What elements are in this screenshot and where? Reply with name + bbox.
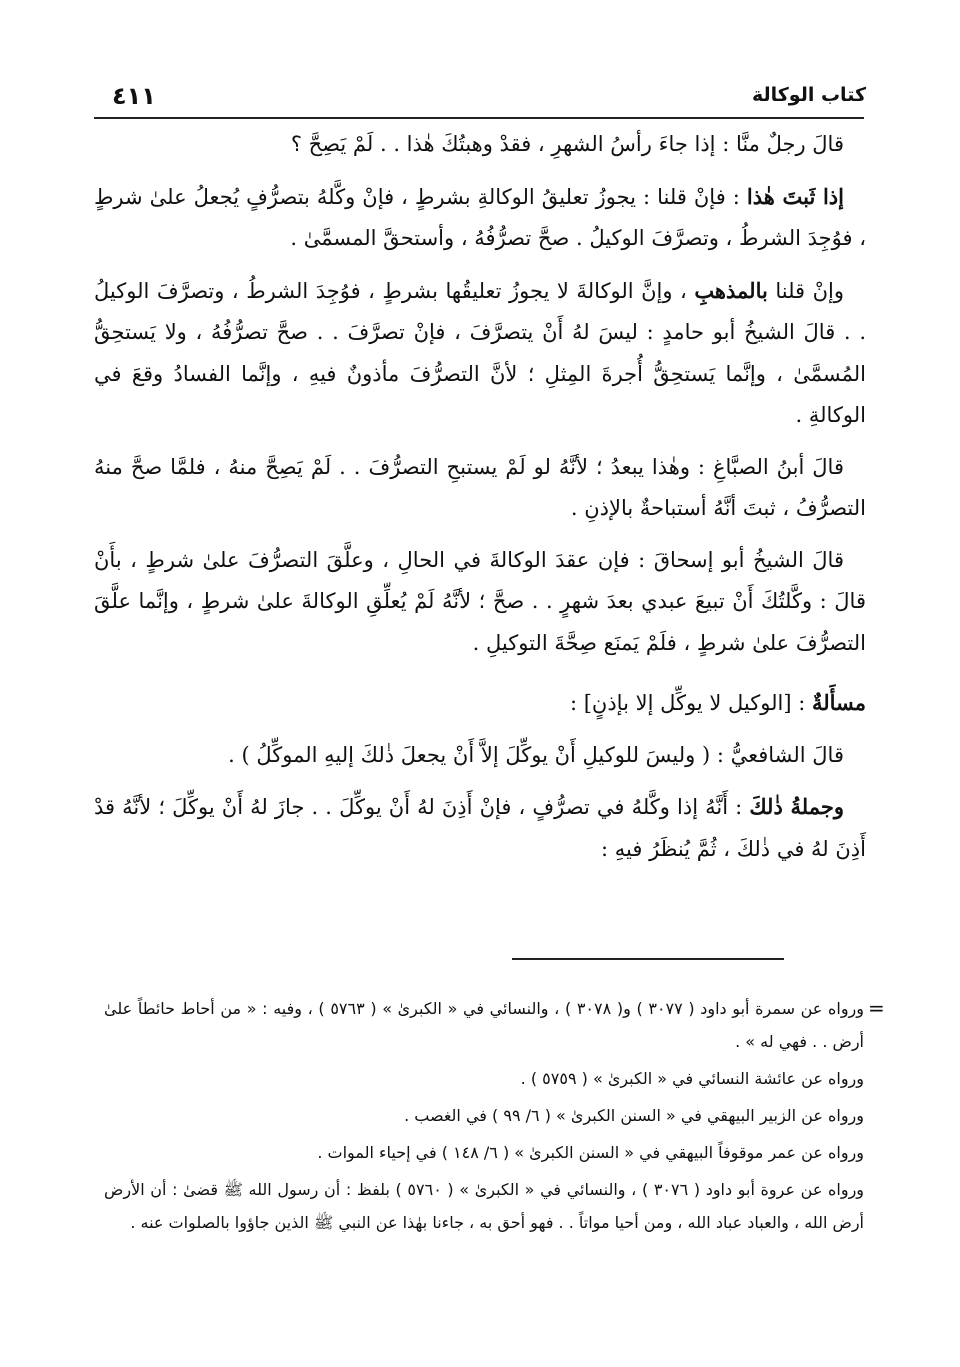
footnote-line: ورواه عن الزبير البيهقي في « السنن الكبرىٰ » ( ٦/ ٩٩ ) في الغصب . bbox=[404, 1106, 864, 1125]
main-text bbox=[94, 124, 866, 880]
masala-title: : [الوكيل لا يوكِّل إلا بإذنٍ] : bbox=[569, 691, 812, 715]
paragraph-7 bbox=[94, 786, 866, 870]
masala-heading bbox=[94, 682, 866, 725]
footnotes bbox=[104, 992, 864, 1243]
paragraph-5: قالَ الشيخُ أبو إسحاقَ : فإن عقدَ الوكالةَ في الحالِ ، وعلَّقَ التصرُّفَ علىٰ شرطٍ ، بأَنْ قالَ : وكَّلتُكَ أَنْ تبيعَ عبدي بعدَ شهرٍ . . صحَّ ؛ لأنَّهُ لَمْ يُعلِّقِ الوكالةَ علىٰ شرطٍ ، وإنَّما علَّقَ التصرُّفَ علىٰ شرطٍ ، فلَمْ يَمنَع صِحَّةَ التوكيلِ . bbox=[94, 547, 866, 655]
paragraph-2 bbox=[94, 176, 866, 260]
paragraph-7-text: : أَنَّهُ إذا وكَّلهُ في تصرُّفٍ ، فإنْ أَذِنَ لهُ أَنْ يوكِّلَ . . جازَ لهُ أَنْ يوكِّلَ ؛ لأنَّهُ قدْ أَذِنَ لهُ في ذٰلكَ ، ثُمَّ يُنظَرُ فيهِ : bbox=[94, 795, 866, 861]
paragraph-6: قالَ الشافعيُّ : ( وليسَ للوكيلِ أَنْ يوكِّلَ إلاَّ أَنْ يجعلَ ذٰلكَ إليهِ الموكِّلُ ) . bbox=[228, 742, 844, 767]
paragraph-4: قالَ أبنُ الصبَّاغِ : وهٰذا يبعدُ ؛ لأنَّهُ لو لَمْ يستبحِ التصرُّفَ . . لَمْ يَصِحَّ منهُ ، فلمَّا صحَّ منهُ التصرُّفُ ، ثبتَ أنَّهُ أستباحةٌ بالإذنِ . bbox=[94, 454, 866, 520]
footnote-line: ورواه عن عمر موقوفاً البيهقي في « السنن الكبرىٰ » ( ٦/ ١٤٨ ) في إحياء الموات . bbox=[317, 1143, 864, 1162]
masala-label: مسأَلةٌ bbox=[811, 690, 866, 715]
paragraph-3-text-a: وإنْ قلنا bbox=[767, 278, 844, 303]
running-header-title: كتاب الوكالة bbox=[751, 84, 866, 106]
paragraph-3 bbox=[94, 270, 866, 437]
footnote-continuation-mark: = bbox=[868, 996, 885, 1020]
paragraph-2-text: : فإنْ قلنا : يجوزُ تعليقُ الوكالةِ بشرطٍ ، فإنْ وكَّلهُ بتصرُّفٍ يُجعلُ علىٰ شرطٍ ، فوُجِدَ الشرطُ ، وتصرَّفَ الوكيلُ . صحَّ تصرُّفُهُ ، وأستحقَّ المسمَّىٰ . bbox=[94, 184, 866, 250]
page-number: ٤١١ bbox=[112, 82, 156, 110]
header-divider bbox=[94, 117, 864, 119]
paragraph-1: قالَ رجلٌ منَّا : إذا جاءَ رأسُ الشهرِ ، فقدْ وهبتُكَ هٰذا . . لَمْ يَصِحَّ ؟ bbox=[290, 132, 844, 156]
paragraph-3-text-b: ، وإنَّ الوكالةَ لا يجوزُ تعليقُها بشرطٍ ، فوُجِدَ الشرطُ ، وتصرَّفَ الوكيلُ . . قالَ الشيخُ أبو حامدٍ : ليسَ لهُ أَنْ يتصرَّفَ ، فإنْ تصرَّفَ . . صحَّ تصرُّفُهُ ، ولا يَستحِقُّ المُسمَّىٰ ، وإنَّما يَستحِقُّ أُجرةَ المِثلِ ؛ لأنَّ التصرُّفَ مأذونٌ فيهِ ، وإنَّما الفسادُ وقعَ في الوكالةِ . bbox=[94, 278, 866, 427]
paragraph-2-lead: إذا ثَبتَ هٰذا bbox=[746, 183, 844, 209]
paragraph-3-bold: بالمذهبِ bbox=[694, 277, 768, 303]
footnote-line: ورواه عن عروة أبو داود ( ٣٠٧٦ ) ، والنسائي في « الكبرىٰ » ( ٥٧٦٠ ) بلفظ : أن رسول الله ﷺ قضىٰ : أن الأرض أرض الله ، والعباد عباد الله ، ومن أحيا مواتاً . . فهو أحق به ، جاءنا بهٰذا عن النبي ﷺ الذين جاؤوا بالصلوات عنه . bbox=[104, 1180, 865, 1232]
footnote-line: ورواه عن عائشة النسائي في « الكبرىٰ » ( ٥٧٥٩ ) . bbox=[520, 1069, 864, 1088]
footnote-line: ورواه عن سمرة أبو داود ( ٣٠٧٧ ) و( ٣٠٧٨ ) ، والنسائي في « الكبرىٰ » ( ٥٧٦٣ ) ، وفيه : « من أحاط حائطاً علىٰ أرض . . فهي له » . bbox=[104, 999, 865, 1051]
footnote-divider bbox=[512, 958, 784, 960]
paragraph-7-lead: وجملةُ ذٰلكَ bbox=[749, 794, 844, 819]
